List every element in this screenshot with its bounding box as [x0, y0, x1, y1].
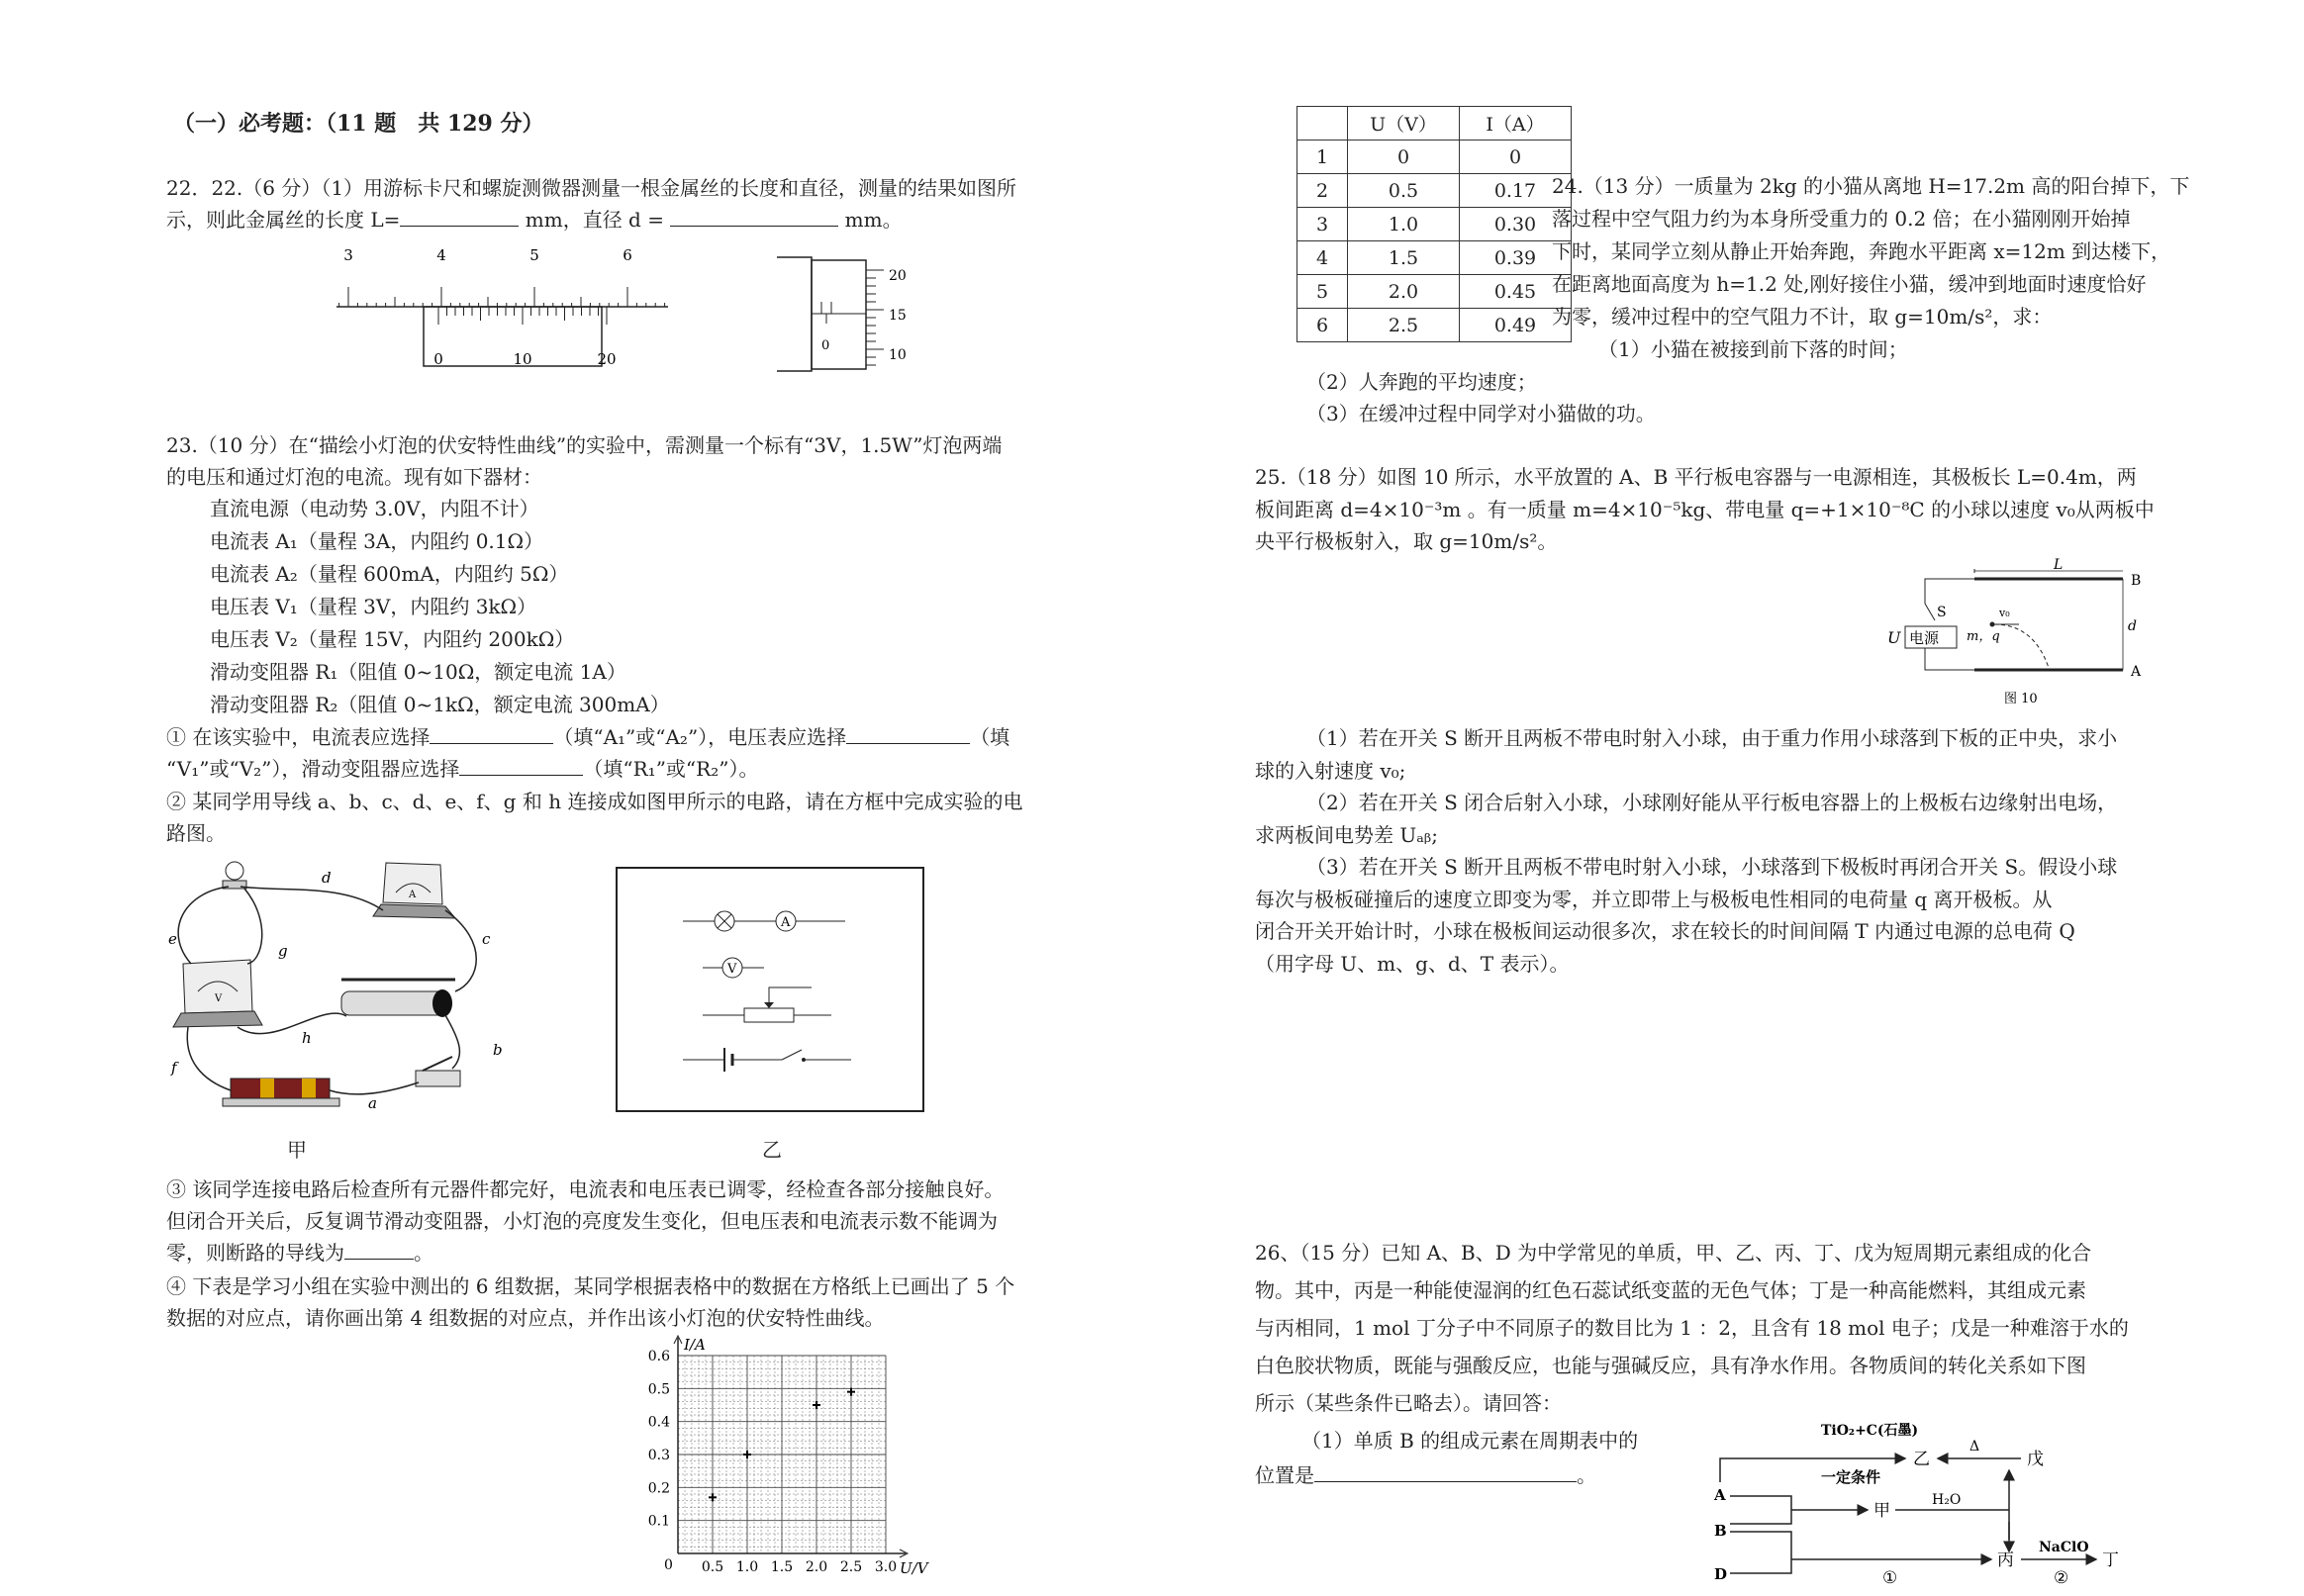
- plate-gap-label: d: [2128, 618, 2137, 634]
- q22-line1: 22．22.（6 分）（1）用游标卡尺和螺旋测微器测量一根金属丝的长度和直径，测量的结果如图所: [166, 176, 1017, 200]
- table-cell: 1: [1297, 141, 1348, 174]
- table-cell: 0.17: [1460, 174, 1572, 208]
- x-tick-label: 2.0: [805, 1559, 828, 1575]
- q25-part: （3）若在开关 S 断开且两板不带电时射入小球，小球落到下极板时再闭合开关 S。假设小球: [1306, 855, 2118, 879]
- q26-sub1-line2: 位置是 。: [1255, 1459, 1596, 1492]
- circuit-photo-figure: [163, 853, 503, 1115]
- plate-length-label: L: [2054, 557, 2064, 573]
- water-label: H₂O: [1932, 1492, 1962, 1508]
- position-blank[interactable]: [1314, 1459, 1577, 1482]
- q25-part: 球的入射速度 v₀;: [1255, 759, 1406, 783]
- table-cell: 0.30: [1460, 208, 1572, 241]
- q26-line: 26、（15 分）已知 A、B、D 为中学常见的单质，甲、乙、丙、丁、戊为短周期元素组成的化合: [1255, 1241, 2092, 1265]
- compound-jia: 甲: [1873, 1501, 1890, 1521]
- caliper-vernier-label: 20: [597, 350, 617, 368]
- y-tick-label: 0.3: [647, 1448, 670, 1463]
- caliper-vernier-label: 10: [513, 350, 532, 368]
- v0-label: v₀: [1999, 607, 2010, 619]
- data-point: [847, 1388, 855, 1396]
- x-tick-label: 2.5: [839, 1559, 863, 1575]
- wire-label-e: e: [168, 930, 177, 948]
- caliper-vernier-label: 0: [433, 350, 443, 368]
- circuit-diagram-box[interactable]: [616, 867, 927, 1114]
- conversion-diagram: [1712, 1413, 2197, 1586]
- table-row: [1297, 174, 1572, 208]
- table-cell: 0.5: [1348, 174, 1460, 208]
- q23-line2: 的电压和通过灯泡的电流。现有如下器材：: [166, 465, 542, 489]
- table-cell: 0.39: [1460, 241, 1572, 275]
- table-header: U（V）: [1348, 107, 1460, 141]
- wire-label-h: h: [302, 1029, 312, 1047]
- equipment-item: 电流表 A₂（量程 600mA，内阻约 5Ω）: [210, 562, 569, 586]
- compound-wu: 戊: [2027, 1450, 2044, 1469]
- table-cell: 0.49: [1460, 309, 1572, 342]
- table-cell: 1.5: [1348, 241, 1460, 275]
- wire-label-a: a: [368, 1094, 377, 1112]
- figure-yi-caption: 乙: [762, 1138, 782, 1162]
- q25-part: 求两板间电势差 Uₐᵦ;: [1255, 823, 1438, 847]
- rheostat-choice-blank[interactable]: [459, 753, 583, 776]
- table-row: [1297, 275, 1572, 309]
- q23-item2-line2: 路图。: [166, 821, 226, 845]
- q23-item4-line1: ④ 下表是学习小组在实验中测出的 6 组数据，某同学根据表格中的数据在方格纸上已画出了 5 个: [166, 1274, 1015, 1298]
- svg-text:V: V: [727, 962, 737, 977]
- q23-item1-line2: “V₁”或“V₂”），滑动变阻器应选择 （填“R₁”或“R₂”）。: [166, 753, 758, 786]
- table-header: I（A）: [1460, 107, 1572, 141]
- table-cell: 3: [1297, 208, 1348, 241]
- data-table: [1296, 106, 1572, 342]
- q25-part: 每次与极板碰撞后的速度立即变为零，并立即带上与极板电性相同的电荷量 q 离开极板。从: [1255, 888, 2053, 911]
- equipment-item: 电压表 V₂（量程 15V，内阻约 200kΩ）: [210, 627, 575, 651]
- table-cell: 4: [1297, 241, 1348, 275]
- q25-line: 央平行极板射入，取 g=10m/s²。: [1255, 529, 1558, 553]
- q26-line: 与丙相同，1 mol 丁分子中不同原子的数目比为 1 ：2，且含有 18 mol 电子；戊是一种难溶于水的: [1255, 1316, 2129, 1340]
- svg-text:A: A: [781, 915, 791, 930]
- q23-item3-line2: 但闭合开关后，反复调节滑动变阻器，小灯泡的亮度发生变化，但电压表和电流表示数不能调为: [166, 1209, 998, 1233]
- element-b: B: [1714, 1522, 1727, 1540]
- table-row: [1297, 309, 1572, 342]
- q24-line: 为零，缓冲过程中的空气阻力不计，取 g=10m/s²，求：: [1552, 305, 2053, 329]
- wire-label-f: f: [171, 1059, 177, 1077]
- q24-line: 落过程中空气阻力约为本身所受重力的 0.2 倍；在小猫刚刚开始掉: [1552, 207, 2131, 231]
- iu-chart: [624, 1336, 940, 1596]
- y-tick-label: 0.6: [647, 1349, 670, 1364]
- section-title: （一）必考题：（11 题 共 129 分）: [173, 111, 544, 137]
- x-tick-label: 0.5: [701, 1559, 724, 1575]
- plate-b-label: B: [2131, 573, 2142, 589]
- micrometer-label: 10: [889, 347, 907, 363]
- micrometer-label: 15: [889, 308, 907, 324]
- equipment-list: [210, 493, 670, 721]
- svg-text:V: V: [215, 993, 223, 1004]
- q23-item3-line3: 零，则断路的导线为 。: [166, 1237, 433, 1269]
- table-row: [1297, 141, 1572, 174]
- naclo-label: NaClO: [2039, 1540, 2089, 1555]
- diameter-blank[interactable]: [670, 204, 838, 227]
- y-axis-label: I/A: [684, 1336, 706, 1354]
- q23-item1-line1: ① 在该实验中，电流表应选择 （填“A₁”或“A₂”），电压表应选择 （填: [166, 721, 1009, 754]
- vernier-caliper-figure: [327, 242, 683, 381]
- q26-sub1-line1: （1）单质 B 的组成元素在周期表中的: [1301, 1429, 1639, 1453]
- capacitor-figure: [1885, 559, 2172, 717]
- element-d: D: [1714, 1565, 1728, 1583]
- x-tick-label: 3.0: [874, 1559, 898, 1575]
- q24-sub1: （1）小猫在被接到前下落的时间；: [1598, 337, 1908, 361]
- y-tick-label: 0.5: [647, 1381, 670, 1398]
- compound-ding: 丁: [2102, 1550, 2119, 1570]
- q24-line: 24.（13 分）一质量为 2kg 的小猫从离地 H=17.2m 高的阳台掉下，下: [1552, 174, 2190, 198]
- equipment-item: 电流表 A₁（量程 3A，内阻约 0.1Ω）: [210, 529, 544, 553]
- q24-sub2: （2）人奔跑的平均速度；: [1306, 370, 1537, 394]
- caliper-main-label: 4: [436, 246, 446, 264]
- figure-10-caption: 图 10: [2004, 692, 2038, 706]
- table-cell: 5: [1297, 275, 1348, 309]
- q26-line: 白色胶状物质，既能与强酸反应，也能与强碱反应，具有净水作用。各物质间的转化关系如下图: [1255, 1354, 2086, 1377]
- q25-line: 25.（18 分）如图 10 所示，水平放置的 A、B 平行板电容器与一电源相连，其极板长 L=0.4m，两: [1255, 465, 2137, 489]
- caliper-main-label: 6: [623, 246, 632, 264]
- tio2-c-label: TiO₂+C(石墨): [1821, 1423, 1919, 1439]
- q23-line1: 23.（10 分）在“描绘小灯泡的伏安特性曲线”的实验中，需测量一个标有“3V，1.5W”灯泡两端: [166, 433, 1003, 457]
- micrometer-label: 0: [821, 338, 830, 353]
- wire-label-c: c: [482, 930, 491, 948]
- equipment-item: 直流电源（电动势 3.0V，内阻不计）: [210, 497, 539, 520]
- q22-line2: 示，则此金属丝的长度 L= mm，直径 d = mm。: [166, 204, 903, 236]
- micrometer-label: 20: [889, 268, 907, 284]
- voltmeter-choice-blank[interactable]: [846, 721, 970, 744]
- equipment-item: 电压表 V₁（量程 3V，内阻约 3kΩ）: [210, 595, 537, 618]
- table-row: [1297, 241, 1572, 275]
- plate-a-label: A: [2131, 664, 2142, 680]
- compound-yi: 乙: [1913, 1450, 1930, 1469]
- reaction-1-label: ①: [1882, 1568, 1898, 1588]
- table-cell: 1.0: [1348, 208, 1460, 241]
- q26-line: 所示（某些条件已略去）。请回答：: [1255, 1391, 1562, 1415]
- wire-label-d: d: [322, 869, 332, 887]
- x-tick-label: 1.0: [735, 1559, 759, 1575]
- q24-line: 在距离地面高度为 h=1.2 处,刚好接住小猫，缓冲到地面时速度恰好: [1552, 272, 2147, 296]
- svg-text:A: A: [409, 890, 417, 900]
- table-header-row: [1297, 107, 1572, 141]
- wire-label-g: g: [278, 942, 288, 960]
- q25-line: 板间距离 d=4×10⁻³m 。有一质量 m=4×10⁻⁵kg、带电量 q=+1×10⁻⁸C 的小球以速度 v₀从两板中: [1255, 498, 2155, 521]
- q25-part: （1）若在开关 S 断开且两板不带电时射入小球，由于重力作用小球落到下板的正中央，求小: [1306, 726, 2118, 750]
- table-cell: 6: [1297, 309, 1348, 342]
- caliper-main-label: 5: [529, 246, 539, 264]
- data-point: [743, 1451, 751, 1458]
- caliper-main-label: 3: [343, 246, 353, 264]
- y-tick-label: 0.4: [647, 1414, 670, 1431]
- figure-jia-caption: 甲: [287, 1138, 307, 1162]
- origin-label: 0: [664, 1557, 673, 1573]
- table-row: [1297, 208, 1572, 241]
- switch-label: S: [1937, 605, 1947, 620]
- y-tick-label: 0.1: [647, 1513, 670, 1530]
- q25-part: 闭合开关开始计时，小球在极板间运动很多次，求在较长的时间间隔 T 内通过电源的总电荷 Q: [1255, 919, 2075, 943]
- broken-wire-blank[interactable]: [344, 1237, 414, 1260]
- heat-symbol: Δ: [1969, 1439, 1980, 1455]
- table-cell: 2: [1297, 174, 1348, 208]
- condition-label: 一定条件: [1821, 1468, 1881, 1486]
- table-cell: 2.0: [1348, 275, 1460, 309]
- q25-part: （用字母 U、m、g、d、T 表示）。: [1255, 952, 1570, 976]
- compound-bing: 丙: [1997, 1550, 2014, 1570]
- mass-charge-label: m，q: [1967, 629, 2000, 644]
- equipment-item: 滑动变阻器 R₁（阻值 0~10Ω，额定电流 1A）: [210, 660, 626, 684]
- table-cell: 0: [1348, 141, 1460, 174]
- table-cell: 0: [1460, 141, 1572, 174]
- q24-line: 下时，某同学立刻从静止开始奔跑，奔跑水平距离 x=12m 到达楼下，: [1552, 239, 2171, 263]
- q26-line: 物。其中，丙是一种能使湿润的红色石蕊试纸变蓝的无色气体；丁是一种高能燃料，其组成元素: [1255, 1278, 2086, 1302]
- wire-label-b: b: [493, 1041, 503, 1059]
- reaction-2-label: ②: [2054, 1568, 2069, 1588]
- voltage-label: U: [1887, 628, 1901, 647]
- equipment-item: 滑动变阻器 R₂（阻值 0~1kΩ，额定电流 300mA）: [210, 693, 670, 716]
- q24-sub3: （3）在缓冲过程中同学对小猫做的功。: [1306, 402, 1656, 425]
- ammeter-choice-blank[interactable]: [430, 721, 553, 744]
- table-cell: 2.5: [1348, 309, 1460, 342]
- q23-item4-line2: 数据的对应点，请你画出第 4 组数据的对应点，并作出该小灯泡的伏安特性曲线。: [166, 1306, 885, 1330]
- q25-part: （2）若在开关 S 闭合后射入小球，小球刚好能从平行板电容器上的上极板右边缘射出电场，: [1306, 791, 2118, 814]
- length-blank[interactable]: [400, 204, 519, 227]
- y-tick-label: 0.2: [647, 1480, 670, 1497]
- x-tick-label: 1.5: [770, 1559, 794, 1575]
- data-point: [813, 1401, 820, 1409]
- micrometer-figure: [772, 252, 920, 381]
- q23-item3-line1: ③ 该同学连接电路后检查所有元器件都完好，电流表和电压表已调零，经检查各部分接触良好。: [166, 1177, 1005, 1201]
- x-axis-label: U/V: [900, 1559, 928, 1577]
- q23-item2-line1: ② 某同学用导线 a、b、c、d、e、f、g 和 h 连接成如图甲所示的电路，请在方框中完成实验的电: [166, 790, 1023, 813]
- table-cell: 0.45: [1460, 275, 1572, 309]
- data-point: [709, 1493, 717, 1501]
- element-a: A: [1714, 1486, 1726, 1504]
- table-header: [1297, 107, 1348, 141]
- power-source-label: 电源: [1909, 629, 1940, 647]
